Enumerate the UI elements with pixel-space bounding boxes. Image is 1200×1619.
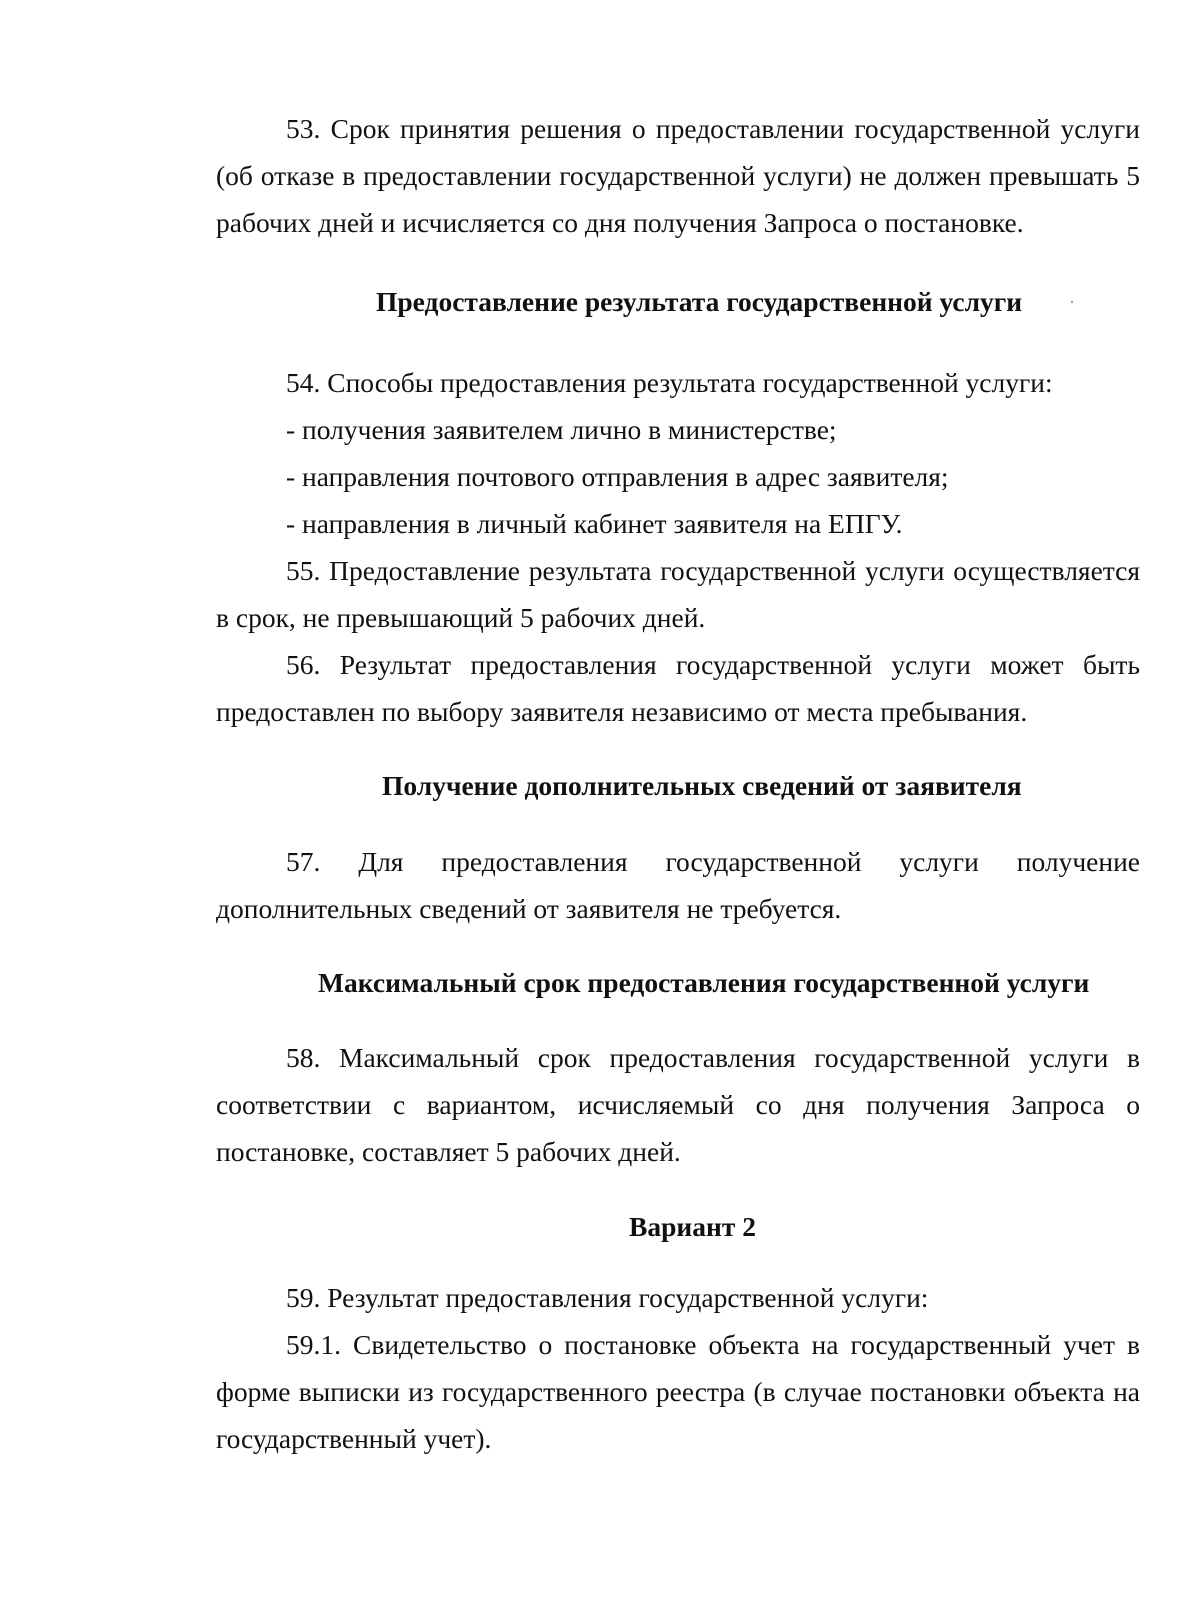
paragraph-59-1-line-1: 59.1. Свидетельство о постановке объекта на государственный учет в [286, 1329, 1140, 1360]
paragraph-53-line-3: рабочих дней и исчисляется со дня получения Запроса о постановке. [216, 207, 1024, 238]
heading-variant-2: Вариант 2 [629, 1211, 756, 1242]
paragraph-53-line-2: (об отказе в предоставлении государственной услуги) не должен превышать 5 [216, 160, 1140, 191]
paragraph-53-line-1: 53. Срок принятия решения о предоставлении государственной услуги [286, 113, 1140, 144]
paragraph-58-line-2: соответствии с вариантом, исчисляемый со дня получения Запроса о [216, 1089, 1140, 1120]
list-item: - направления почтового отправления в адрес заявителя; [286, 461, 949, 492]
paragraph-55-line-2: в срок, не превышающий 5 рабочих дней. [216, 602, 706, 633]
paragraph-56-line-1: 56. Результат предоставления государственной услуги может быть [286, 649, 1140, 680]
paragraph-58-line-1: 58. Максимальный срок предоставления государственной услуги в [286, 1042, 1140, 1073]
paragraph-54 [216, 359, 1140, 547]
paragraph-59-1-line-2: форме выписки из государственного реестра (в случае постановки объекта на [216, 1376, 1140, 1407]
paragraph-59-intro: 59. Результат предоставления государственной услуги: [286, 1282, 929, 1313]
heading-result-delivery: Предоставление результата государственной услуги [376, 286, 1023, 317]
scan-speck [1071, 301, 1073, 303]
paragraph-56-line-2: предоставлен по выбору заявителя независимо от места пребывания. [216, 696, 1028, 727]
paragraph-53 [216, 105, 1140, 246]
paragraph-54-intro: 54. Способы предоставления результата государственной услуги: [286, 367, 1053, 398]
paragraph-57 [216, 838, 1140, 932]
paragraph-56 [216, 641, 1140, 735]
list-item: - направления в личный кабинет заявителя на ЕПГУ. [286, 508, 903, 539]
paragraph-55 [216, 547, 1140, 641]
list-item: - получения заявителем лично в министерстве; [286, 414, 837, 445]
paragraph-59 [216, 1274, 1140, 1462]
paragraph-58 [216, 1034, 1140, 1175]
paragraph-57-line-2: дополнительных сведений от заявителя не требуется. [216, 893, 842, 924]
paragraph-57-line-1: 57. Для предоставления государственной услуги получение [286, 846, 1140, 877]
heading-max-term: Максимальный срок предоставления государственной услуги [318, 967, 1090, 998]
paragraph-55-line-1: 55. Предоставление результата государственной услуги осуществляется [286, 555, 1140, 586]
heading-additional-info: Получение дополнительных сведений от заявителя [382, 770, 1022, 801]
paragraph-59-1-line-3: государственный учет). [216, 1423, 492, 1454]
paragraph-58-line-3: постановке, составляет 5 рабочих дней. [216, 1136, 681, 1167]
